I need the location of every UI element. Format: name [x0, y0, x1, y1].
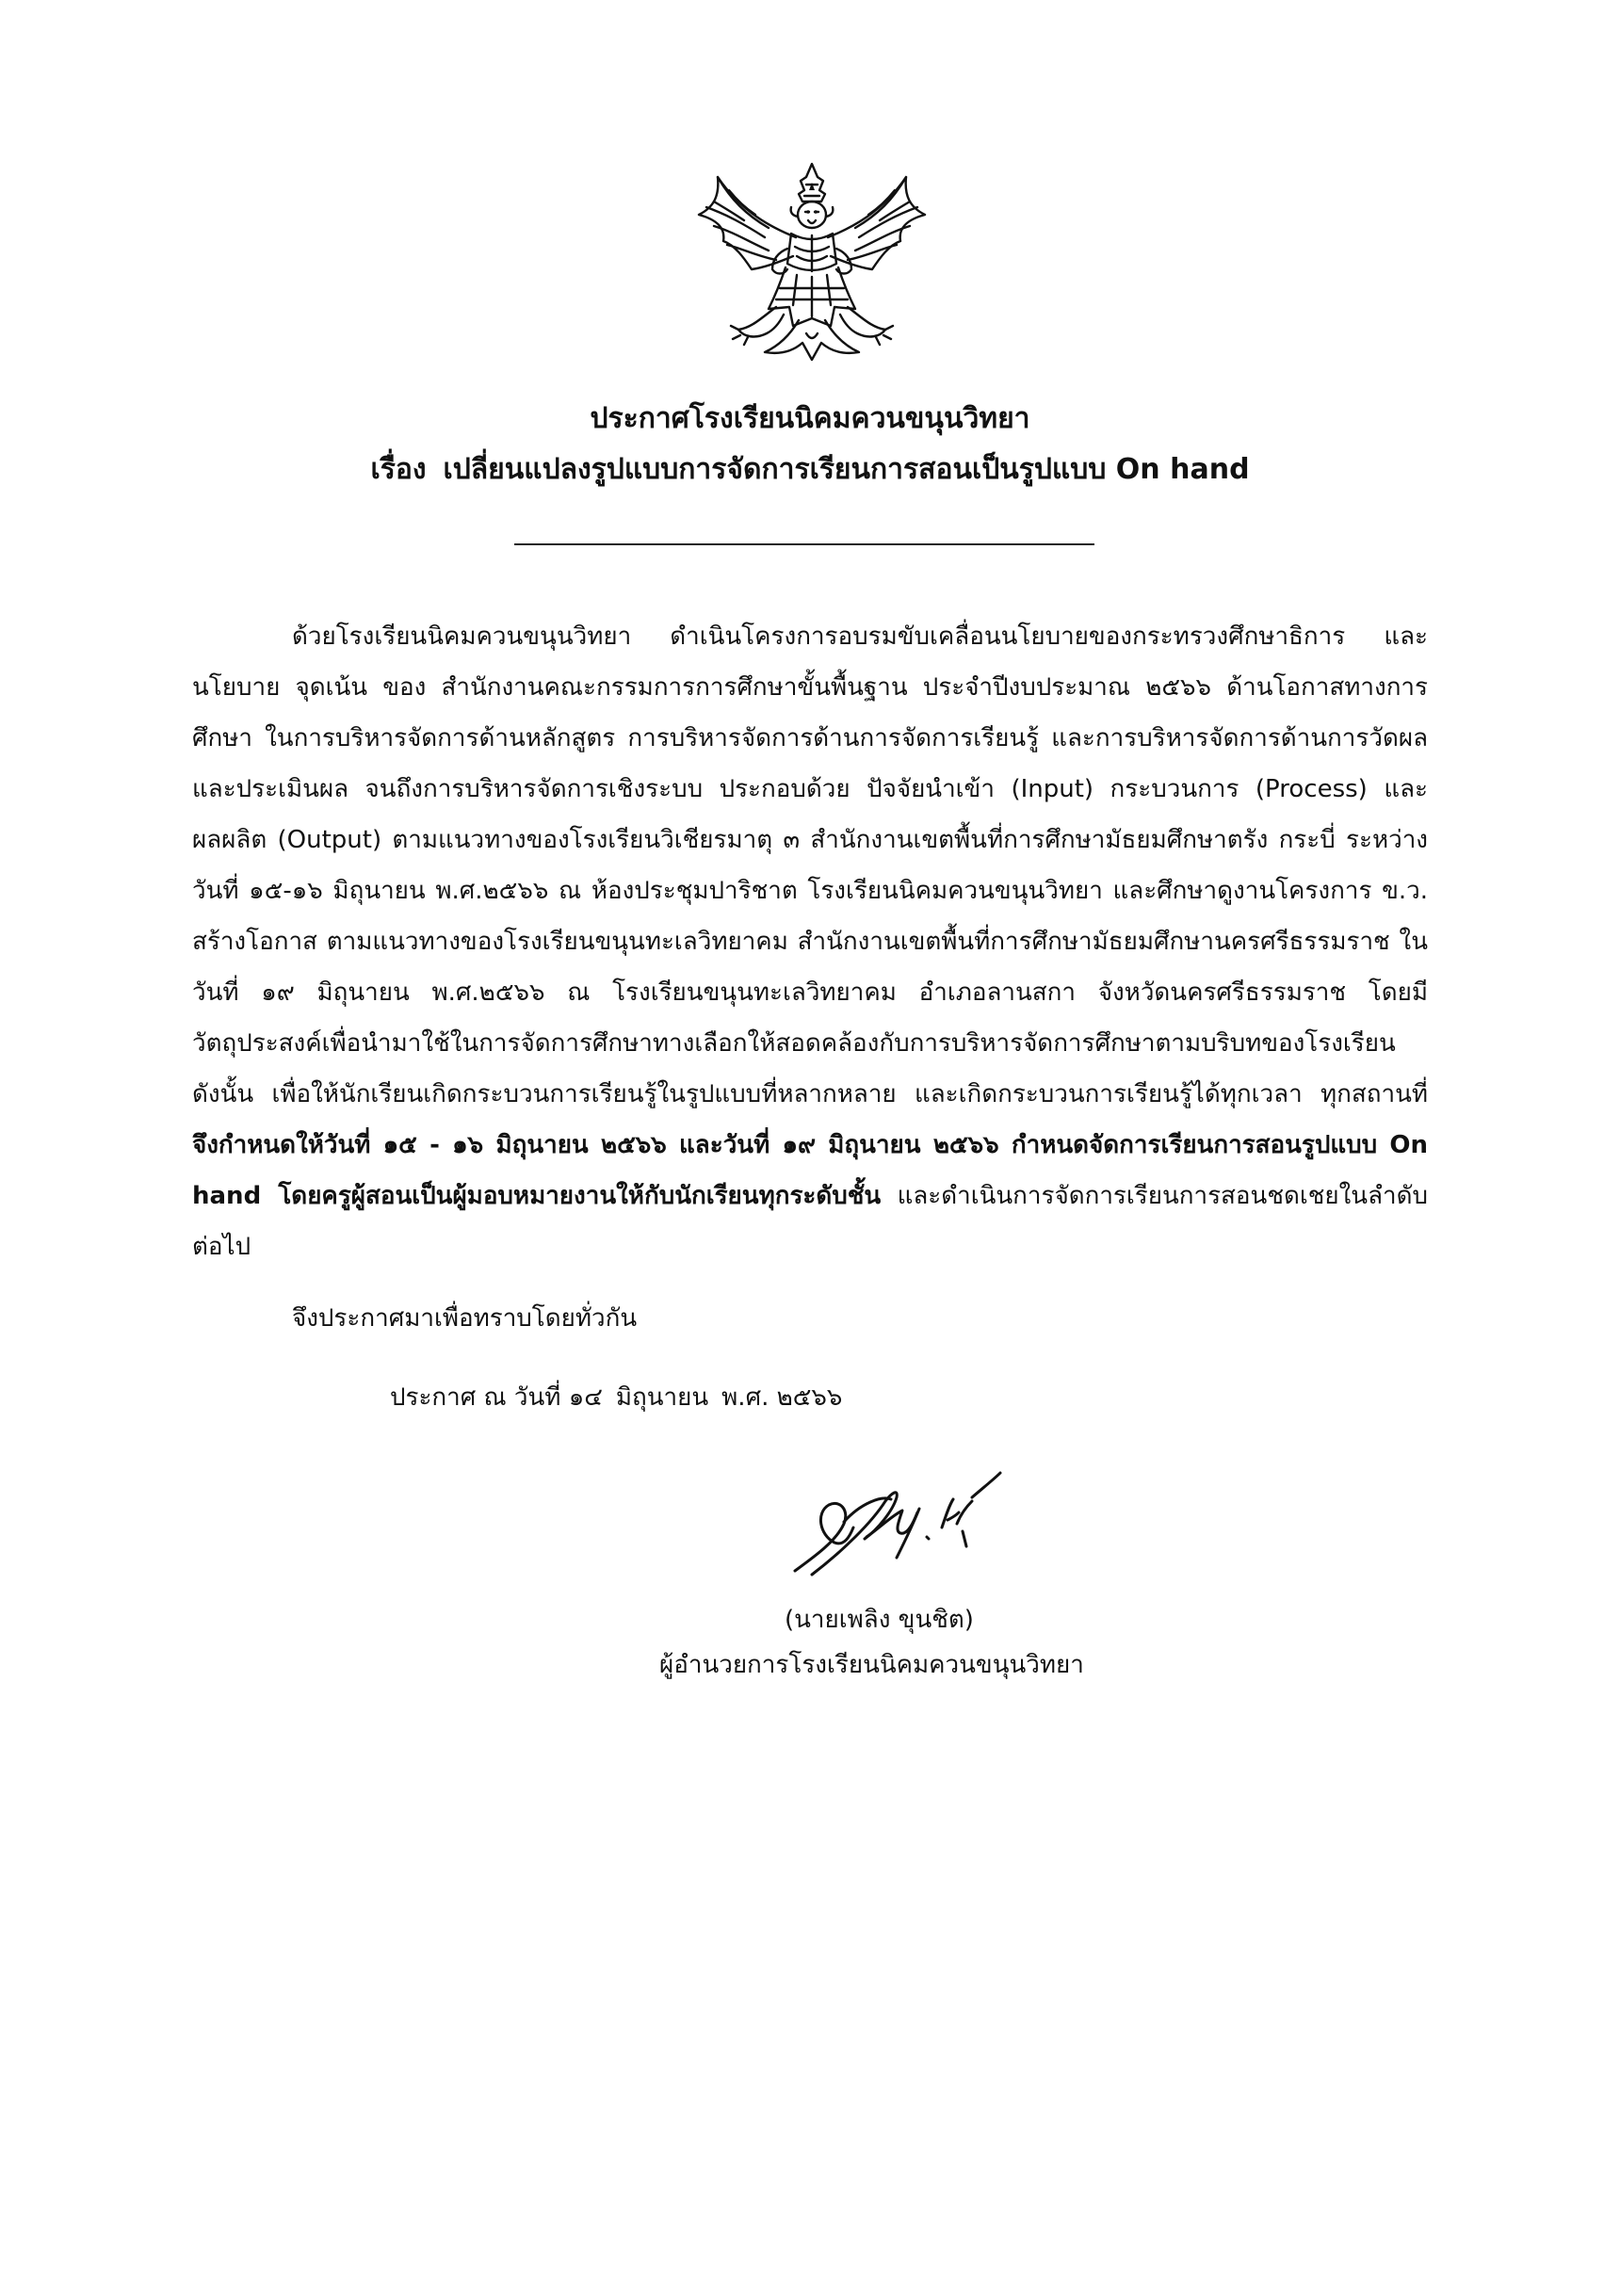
announcement-dateline [390, 1379, 842, 1416]
signer-name: (นายเพลิง ขุนชิต) [785, 1606, 974, 1634]
closing-statement: จึงประกาศมาเพื่อทราบโดยทั่วกัน [292, 1304, 638, 1333]
announcement-title: ประกาศโรงเรียนนิคมควนขนุนวิทยา [590, 402, 1030, 435]
signer-position: ผู้อำนวยการโรงเรียนนิคมควนขนุนวิทยา [659, 1651, 1084, 1679]
dateline-day: ๑๔ [568, 1383, 603, 1412]
dateline-year: พ.ศ. ๒๕๖๖ [721, 1383, 843, 1412]
heading-divider [514, 543, 1094, 545]
dateline-prefix: ประกาศ ณ วันที่ [390, 1383, 561, 1412]
subject-label: เรื่อง [370, 453, 427, 486]
body-text-part-2: และดำเนินการจัดการเรียนการสอนชดเชยในลำดับต่อไป [192, 1182, 1429, 1261]
announcement-body [192, 611, 1428, 1272]
handwritten-signature [787, 1456, 1004, 1588]
announcement-subject-line [0, 449, 1620, 491]
dateline-month: มิถุนายน [615, 1383, 709, 1412]
subject-text: เปลี่ยนแปลงรูปแบบการจัดการเรียนการสอนเป็นรูปแบบ On hand [443, 453, 1250, 486]
garuda-emblem-icon [686, 158, 938, 377]
body-text-part-1: ด้วยโรงเรียนนิคมควนขนุนวิทยา ดำเนินโครงการอบรมขับเคลื่อนนโยบายของกระทรวงศึกษาธิการ และนโยบาย จุดเน้น ของ สำนักงานคณะกรรมการการศึกษาขั้นพื้นฐาน ประจำปีงบประมาณ ๒๕๖๖ ด้านโอกาสทางการศึกษา ในการบริหารจัดการด้านหลักสูตร การบริหารจัดการด้านการจัดการเรียนรู้ และการบริหารจัดการด้านการวัดผลและประเมินผล จนถึงการบริหารจัดการเชิงระบบ ประกอบด้วย ปัจจัยนำเข้า (Input) กระบวนการ (Process) และผลผลิต (Output) ตามแนวทางของโรงเรียนวิเชียรมาตุ ๓ สำนักงานเขตพื้นที่การศึกษามัธยมศึกษาตรัง กระบี่ ระหว่างวันที่ ๑๕-๑๖ มิถุนายน พ.ศ.๒๕๖๖ ณ ห้องประชุมปาริชาต โรงเรียนนิคมควนขนุนวิทยา และศึกษาดูงานโครงการ ข.ว. สร้างโอกาส ตามแนวทางของโรงเรียนขนุนทะเลวิทยาคม สำนักงานเขตพื้นที่การศึกษามัธยมศึกษานครศรีธรรมราช ในวันที่ ๑๙ มิถุนายน พ.ศ.๒๕๖๖ ณ โรงเรียนขนุนทะเลวิทยาคม อำเภอลานสกา จังหวัดนครศรีธรรมราช โดยมีวัตถุประสงค์เพื่อนำมาใช้ในการจัดการศึกษาทางเลือกให้สอดคล้องกับการบริหารจัดการศึกษาตามบริบทของโรงเรียน ดังนั้น เพื่อให้นักเรียนเกิดกระบวนการเรียนรู้ในรูปแบบที่หลากหลาย และเกิดกระบวนการเรียนรู้ได้ทุกเวลา ทุกสถานที่ [192, 623, 1428, 1108]
body-text-emphasis: จึงกำหนดให้วันที่ ๑๕ - ๑๖ มิถุนายน ๒๕๖๖ และวันที่ ๑๙ มิถุนายน ๒๕๖๖ กำหนดจัดการเรียนการสอนรูปแบบ On hand โดยครูผู้สอนเป็นผู้มอบหมายงานให้กับนักเรียนทุกระดับชั้น [192, 1131, 1428, 1210]
